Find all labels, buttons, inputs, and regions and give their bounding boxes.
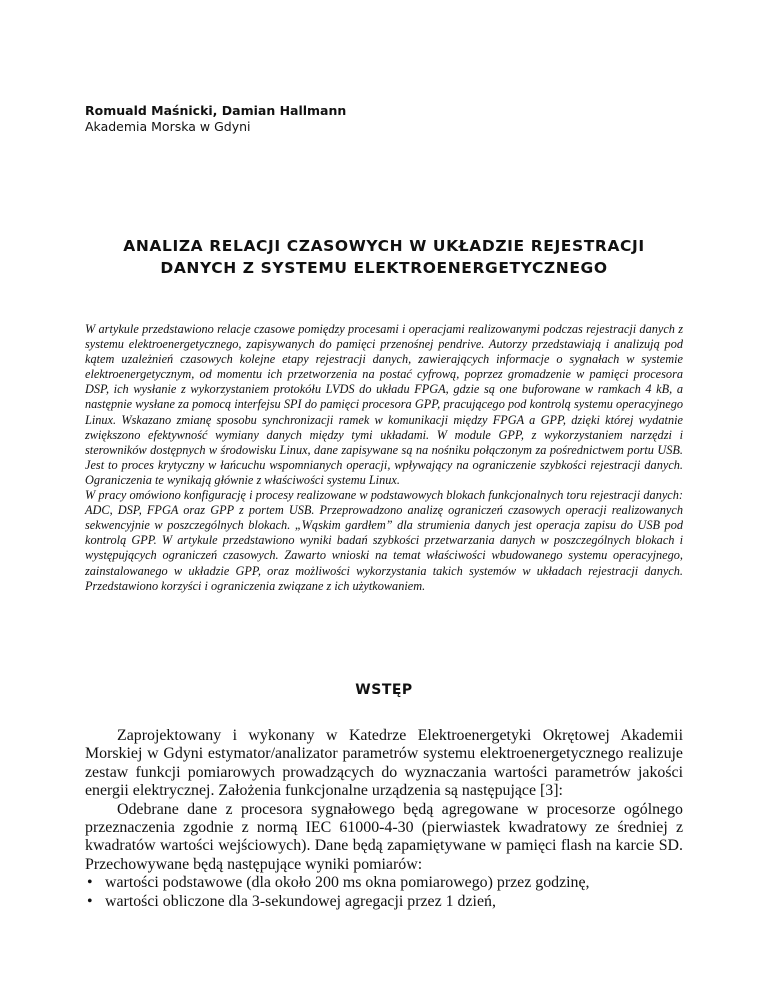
list-item	[85, 874, 683, 892]
author-block	[85, 103, 346, 135]
abstract-paragraph-2: W pracy omówiono konfigurację i procesy realizowane w podstawowych blokach funkcjonalnych toru rejestracji danych: ADC, DSP, FPGA oraz GPP z portem USB. Przeprowadzono analizę ograniczeń czasowych operacji realizowanych sekwencyjnie w poszczególnych blokach. „Wąskim gardłem” dla strumienia danych jest operacja zapisu do USB pod kontrolą GPP. W artykule przedstawiono wyniki badań szybkości przetwarzania danych w poszczególnych blokach i występujących ograniczeń czasowych. Zawarto wnioski na temat właściwości wbudowanego systemu operacyjnego, zainstalowanego w układzie GPP, oraz możliwości wykorzystania takich systemów w układach rejestracji danych. Przedstawiono korzyści i ograniczenia związane z ich użytkowaniem.	[85, 488, 683, 593]
measurement-list	[85, 874, 683, 911]
bullet-icon: •	[87, 874, 93, 892]
list-item	[85, 893, 683, 911]
abstract-paragraph-1: W artykule przedstawiono relacje czasowe pomiędzy procesami i operacjami realizowanymi podczas rejestracji danych z systemu elektroenergetycznego, zapisywanych do pamięci przenośnej pendrive. Autorzy przedstawiają i analizują pod kątem uzależnień czasowych kolejne etapy rejestracji danych, zawierających informacje o sygnałach w systemie elektroenergetycznym, od momentu ich przetworzenia na postać cyfrową, poprzez gromadzenie w pamięci procesora DSP, ich wysłanie z wykorzystaniem protokółu LVDS do układu FPGA, gdzie są one buforowane w ramkach 4 kB, a następnie wysłane za pomocą interfejsu SPI do pamięci procesora GPP, pracującego pod kontrolą systemu operacyjnego Linux. Wskazano zmianę sposobu synchronizacji ramek w komunikacji między FPGA a GPP, dzięki której wydatnie zwiększono efektywność wymiany danych między tymi układami. W module GPP, z wykorzystaniem narzędzi i sterowników dostępnych w środowisku Linux, dane zapisywane są na nośniku połączonym za pośrednictwem portu USB. Jest to proces krytyczny w łańcuchu wspomnianych operacji, wpływający na ograniczenie szybkości rejestracji danych. Ograniczenia te wynikają głównie z właściwości systemu Linux.	[85, 322, 683, 487]
author-names: Romuald Maśnicki, Damian Hallmann	[85, 103, 347, 118]
body-paragraph-1: Zaprojektowany i wykonany w Katedrze Elektroenergetyki Okrętowej Akademii Morskiej w Gdyni estymator/analizator parametrów systemu elektroenergetycznego realizuje zestaw funkcji pomiarowych prowadzących do wyznaczania wartości parametrów jakości energii elektrycznej. Założenia funkcjonalne urządzenia są następujące [3]:	[85, 727, 683, 800]
paper-title	[85, 235, 683, 279]
list-item-text: wartości podstawowe (dla około 200 ms okna pomiarowego) przez godzinę,	[105, 874, 590, 892]
body-text	[85, 727, 683, 911]
body-paragraph-2: Odebrane dane z procesora sygnałowego będą agregowane w procesorze ogólnego przeznaczenia zgodnie z normą IEC 61000-4-30 (pierwiastek kwadratowy ze średniej z kwadratów wartości wejściowych). Dane będą zapamiętywane w pamięci flash na karcie SD. Przechowywane będą następujące wyniki pomiarów:	[85, 800, 683, 873]
bullet-icon: •	[87, 892, 93, 910]
author-affiliation: Akademia Morska w Gdyni	[85, 119, 251, 134]
section-heading: WSTĘP	[355, 682, 413, 698]
paper-title-line-1: ANALIZA RELACJI CZASOWYCH W UKŁADZIE REJESTRACJI	[123, 237, 645, 255]
paper-title-line-2: DANYCH Z SYSTEMU ELEKTROENERGETYCZNEGO	[160, 259, 608, 277]
list-item-text: wartości obliczone dla 3-sekundowej agregacji przez 1 dzień,	[105, 892, 496, 910]
abstract	[85, 322, 683, 594]
